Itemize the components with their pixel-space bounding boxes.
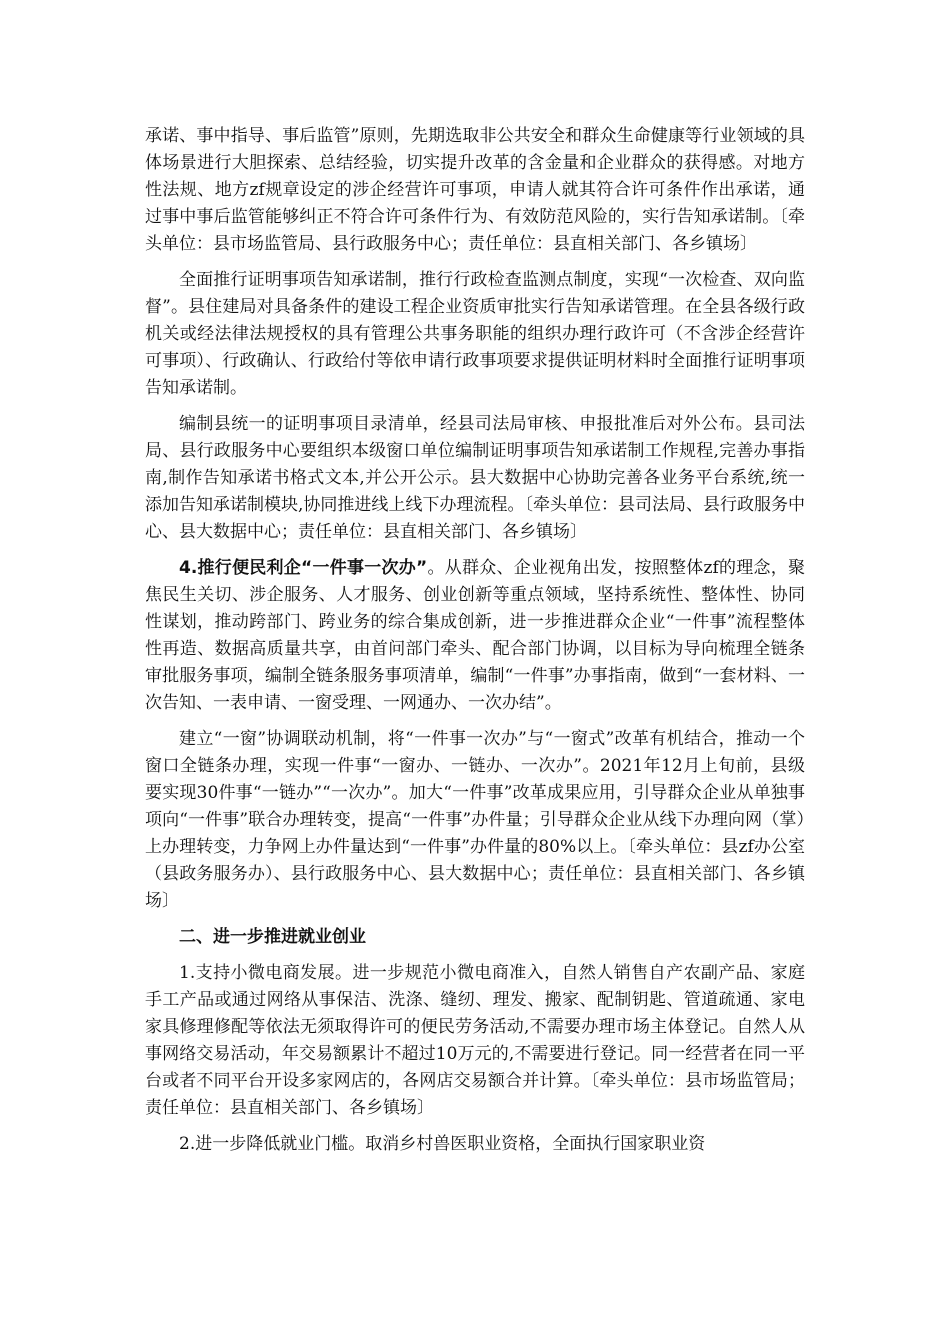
document-body: [145, 123, 805, 1167]
paragraph-certificate-commitment: 全面推行证明事项告知承诺制，推行行政检查监测点制度，实现“一次检查、双向监督”。县住建局对具备条件的建设工程企业资质审批实行告知承诺管理。在全县各级行政机关或经法律法规授权的具有管理公共事务职能的组织办理行政许可（不含涉企经营许可事项）、行政确认、行政给付等依申请行政事项要求提供证明材料时全面推行证明事项告知承诺制。: [145, 270, 805, 398]
paragraph-certificate-catalog: 编制县统一的证明事项目录清单，经县司法局审核、申报批准后对外公布。县司法局、县行政服务中心要组织本级窗口单位编制证明事项告知承诺制工作规程,完善办事指南,制作告知承诺书格式文本,并公开公示。县大数据中心协助完善各业务平台系统,统一添加告知承诺制模块,协同推进线上线下办理流程。〔牵头单位：县司法局、县行政服务中心、县大数据中心；责任单位：县直相关部门、各乡镇场〕: [145, 414, 805, 542]
paragraph-one-thing-once: [145, 555, 805, 717]
paragraph-micro-ecommerce: 1.支持小微电商发展。进一步规范小微电商准入，自然人销售自产农副产品、家庭手工产品或通过网络从事保洁、洗涤、缝纫、理发、搬家、配制钥匙、管道疏通、家电家具修理修配等依法无须取得许可的便民劳务活动,不需要办理市场主体登记。自然人从事网络交易活动，年交易额累计不超过10万元的,不需要进行登记。同一经营者在同一平台或者不同平台开设多家网店的，各网店交易额合并计算。〔牵头单位：县市场监管局；责任单位：县直相关部门、各乡镇场〕: [145, 963, 805, 1118]
paragraph-one-thing-once-title: 4.推行便民利企“一件事一次办”: [179, 558, 428, 578]
paragraph-one-thing-once-body: 。从群众、企业视角出发，按照整体zf的理念，聚焦民生关切、涉企服务、人才服务、创业创新等重点领域，坚持系统性、整体性、协同性谋划，推动跨部门、跨业务的综合集成创新，进一步推进群众企业“一件事”流程整体性再造、数据高质量共享，由首问部门牵头、配合部门协调，以目标为导向梳理全链条审批服务事项，编制全链条服务事项清单，编制“一件事”办事指南，做到“一套材料、一次告知、一表申请、一窗受理、一网通办、一次办结”。: [145, 558, 806, 713]
paragraph-lower-employment-threshold: 2.进一步降低就业门槛。取消乡村兽医职业资格，全面执行国家职业资: [179, 1134, 706, 1154]
section-heading-employment: 二、进一步推进就业创业: [179, 927, 366, 947]
paragraph-continuation: 承诺、事中指导、事后监管”原则，先期选取非公共安全和群众生命健康等行业领域的具体场景进行大胆探索、总结经验，切实提升改革的含金量和企业群众的获得感。对地方性法规、地方zf规章设定的涉企经营许可事项，申请人就其符合许可条件作出承诺，通过事中事后监管能够纠正不符合许可条件行为、有效防范风险的，实行告知承诺制。〔牵头单位：县市场监管局、县行政服务中心；责任单位：县直相关部门、各乡镇场〕: [145, 126, 805, 254]
paragraph-one-window-mechanism: 建立“一窗”协调联动机制，将“一件事一次办”与“一窗式”改革有机结合，推动一个窗口全链条办理，实现一件事“一窗办、一链办、一次办”。2021年12月上旬前，县级要实现30件事“一链办”“一次办”。加大“一件事”改革成果应用，引导群众企业从单独事项向“一件事”联合办理转变，提高“一件事”办件量；引导群众企业从线下办理向网（掌）上办理转变，力争网上办件量达到“一件事”办件量的80%以上。〔牵头单位：县zf办公室（县政务服务办）、县行政服务中心、县大数据中心；责任单位：县直相关部门、各乡镇场〕: [145, 729, 805, 911]
